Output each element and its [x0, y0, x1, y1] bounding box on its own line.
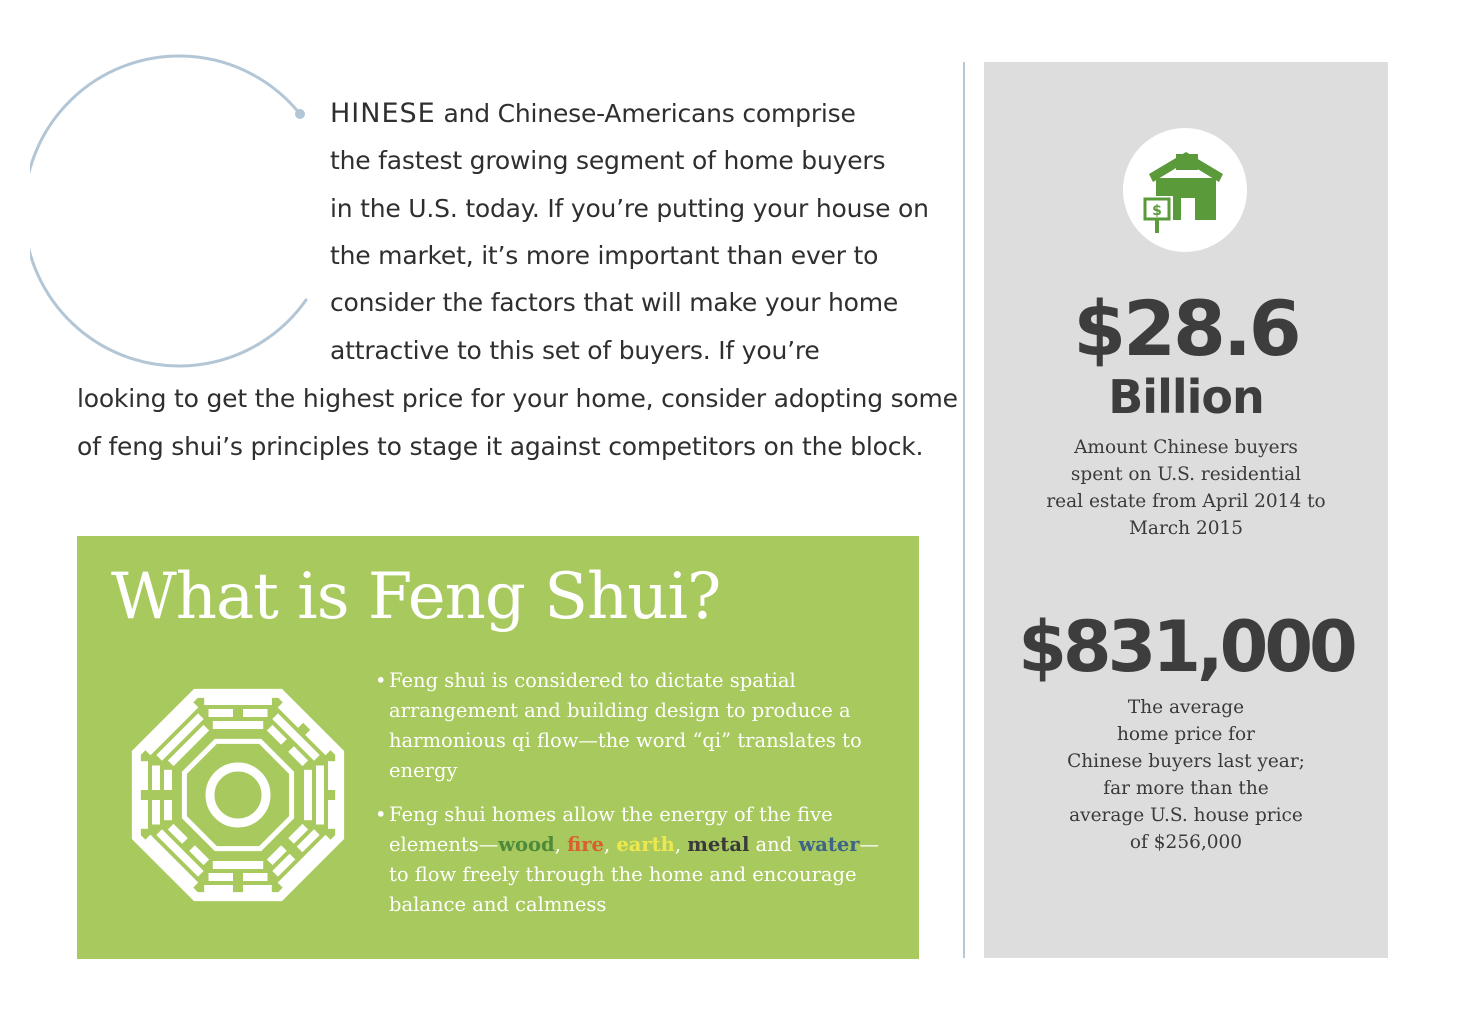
drop-cap-c: [30, 28, 330, 368]
element-water: water: [798, 833, 860, 856]
bullet-text-2-after: —to flow freely through the home and encourage balance and calmness: [389, 833, 880, 916]
intro-line-5: consider the factors that will make your home: [330, 288, 899, 317]
intro-line-8: of feng shui’s principles to stage it against competitors on the block.: [77, 432, 924, 461]
separator: ,: [554, 833, 568, 856]
house-icon-badge: [1123, 128, 1247, 252]
stat-2-value: $831,000: [1018, 606, 1354, 688]
stat-2-caption-line: far more than the: [1103, 778, 1269, 799]
stat-2-caption-line: The average: [1127, 697, 1245, 718]
stat-1-caption: [984, 434, 1388, 542]
stat-2-caption: [984, 694, 1388, 856]
element-metal: metal: [687, 833, 750, 856]
stat-1-caption-line: Amount Chinese buyers: [1074, 437, 1298, 458]
element-fire: fire: [567, 833, 604, 856]
intro-line-2: the fastest growing segment of home buyers: [330, 146, 886, 175]
stat-1-caption-line: spent on U.S. residential: [1070, 464, 1302, 485]
bullet-item-2: [375, 800, 895, 920]
intro-line-7: looking to get the highest price for your home, consider adopting some: [77, 384, 958, 413]
bullet-list: [375, 666, 895, 934]
svg-text:$: $: [1152, 203, 1162, 219]
intro-line-4: the market, it’s more important than ever to: [330, 241, 879, 270]
conjunction: and: [749, 833, 799, 856]
intro-line-1-rest: and Chinese-Americans comprise: [435, 99, 856, 128]
box-title: What is Feng Shui?: [111, 560, 721, 634]
stats-panel: [984, 62, 1388, 958]
house-for-sale-icon: [1141, 148, 1231, 234]
bagua-octagon-icon: [125, 682, 351, 908]
bullet-text-2-before: Feng shui homes allow the energy of the five elements—: [389, 803, 833, 856]
intro-first-word: HINESE: [330, 98, 436, 129]
stat-2-caption-line: of $256,000: [1129, 832, 1243, 853]
stat-2-caption-line: average U.S. house price: [1069, 805, 1303, 826]
bullet-dot: •: [375, 803, 387, 826]
separator: ,: [603, 833, 617, 856]
bullet-dot: •: [375, 669, 387, 692]
intro-line-6: attractive to this set of buyers. If you’re: [330, 336, 820, 365]
stat-1-caption-line: real estate from April 2014 to: [1046, 491, 1326, 512]
feng-shui-box: [77, 536, 919, 959]
column-divider: [963, 62, 965, 958]
stat-1-value: $28.6: [1073, 284, 1299, 373]
stat-2-caption-line: Chinese buyers last year;: [1067, 751, 1305, 772]
element-earth: earth: [616, 833, 675, 856]
bullet-item-1: [375, 666, 895, 786]
intro-line-3: in the U.S. today. If you’re putting your house on: [330, 194, 929, 223]
separator: ,: [674, 833, 688, 856]
element-wood: wood: [498, 833, 555, 856]
intro-line-1: [330, 98, 856, 129]
stat-1-caption-line: March 2015: [1128, 518, 1244, 539]
stat-2-caption-line: home price for: [1116, 724, 1256, 745]
stat-1-unit: Billion: [1108, 370, 1264, 424]
bullet-text-1: Feng shui is considered to dictate spatial arrangement and building design to produce a harmonious qi flow—the word “qi” translates to energy: [389, 669, 862, 782]
